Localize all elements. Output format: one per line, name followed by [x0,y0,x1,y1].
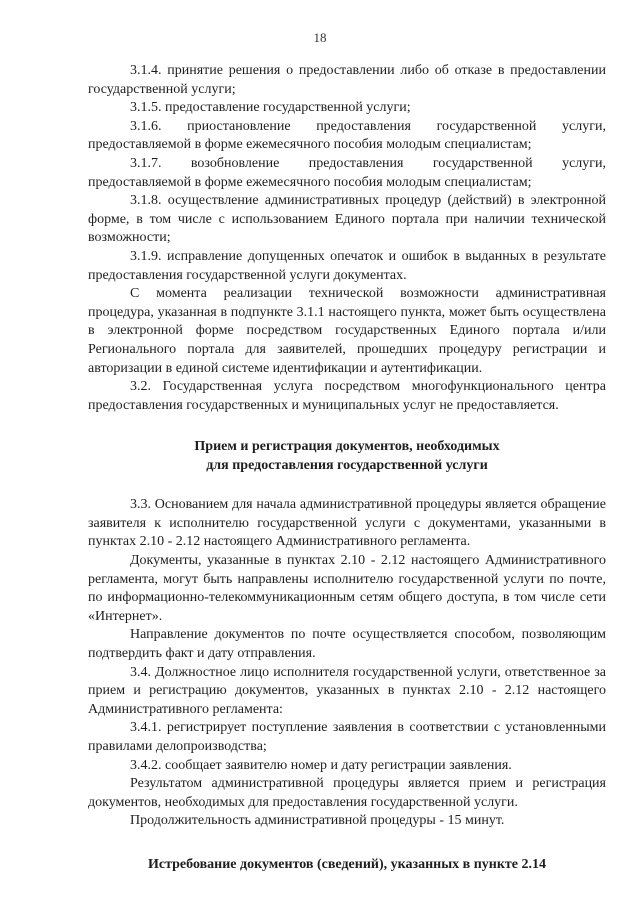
paragraph-result: Результатом административной процедуры является прием и регистрация документов, необходимых для предоставления государственной услуги. [88,776,606,810]
paragraph-3-1-4: 3.1.4. принятие решения о предоставлении либо об отказе в предоставлении государственной услуги; [88,63,606,97]
paragraph-mail-method: Направление документов по почте осуществляется способом, позволяющим подтвердить факт и дату отправления. [88,627,606,662]
paragraph-3-1-7: 3.1.7. возобновление предоставления государственной услуги, предоставляемой в форме ежемесячного пособия молодым специалистам; [88,155,606,190]
section-heading-reception-line2: для предоставления государственной услуги [206,458,488,474]
section-heading-reception-line1: Прием и регистрация документов, необходимых [194,439,500,455]
paragraph-duration: Продолжительность административной процедуры - 15 минут. [130,813,505,829]
paragraph-3-1-9: 3.1.9. исправление допущенных опечаток и ошибок в выданных в результате предоставления государственной услуги документах. [88,248,606,283]
paragraph-3-4-2: 3.4.2. сообщает заявителю номер и дату регистрации заявления. [130,757,512,773]
section-heading-reception [88,437,606,475]
paragraph-documents-by-mail: Документы, указанные в пунктах 2.10 - 2.12 настоящего Административного регламента, могут быть направлены исполнителю государственной услуги по почте, по информационно-телекоммуникационным сетям общего доступа, в том числе сети «Интернет». [88,553,606,624]
paragraph-3-3: 3.3. Основанием для начала административной процедуры является обращение заявителя к исполнителю государственной услуги с документами, указанными в пунктах 2.10 - 2.12 настоящего Административного регламента. [88,497,606,550]
paragraph-3-1-5: 3.1.5. предоставление государственной услуги; [130,100,411,116]
page-number: 18 [313,30,327,45]
paragraph-3-4-1: 3.4.1. регистрирует поступление заявления в соответствии с установленными правилами делопроизводства; [88,720,606,754]
paragraph-3-4: 3.4. Должностное лицо исполнителя государственной услуги, ответственное за прием и регистрацию документов, указанных в пунктах 2.10 - 2.12 настоящего Административного регламента: [88,664,606,717]
paragraph-3-1-8: 3.1.8. осуществление административных процедур (действий) в электронной форме, в том числе с использованием Единого портала при наличии технической возможности; [88,193,606,246]
paragraph-electronic-form: С момента реализации технической возможности административная процедура, указанная в подпункте 3.1.1 настоящего пункта, может быть осуществлена в электронной форме посредством государственных Единого портала и/или Регионального портала для заявителей, прошедших процедуру регистрации и авторизации в единой системе идентификации и аутентификации. [88,286,606,376]
paragraph-3-2: 3.2. Государственная услуга посредством многофункционального центра предоставления государственных и муниципальных услуг не предоставляется. [88,379,606,413]
document-body [88,62,606,874]
section-heading-request-documents: Истребование документов (сведений), указанных в пункте 2.14 [147,856,547,872]
paragraph-3-1-6: 3.1.6. приостановление предоставления государственной услуги, предоставляемой в форме ежемесячного пособия молодым специалистам; [88,118,606,153]
